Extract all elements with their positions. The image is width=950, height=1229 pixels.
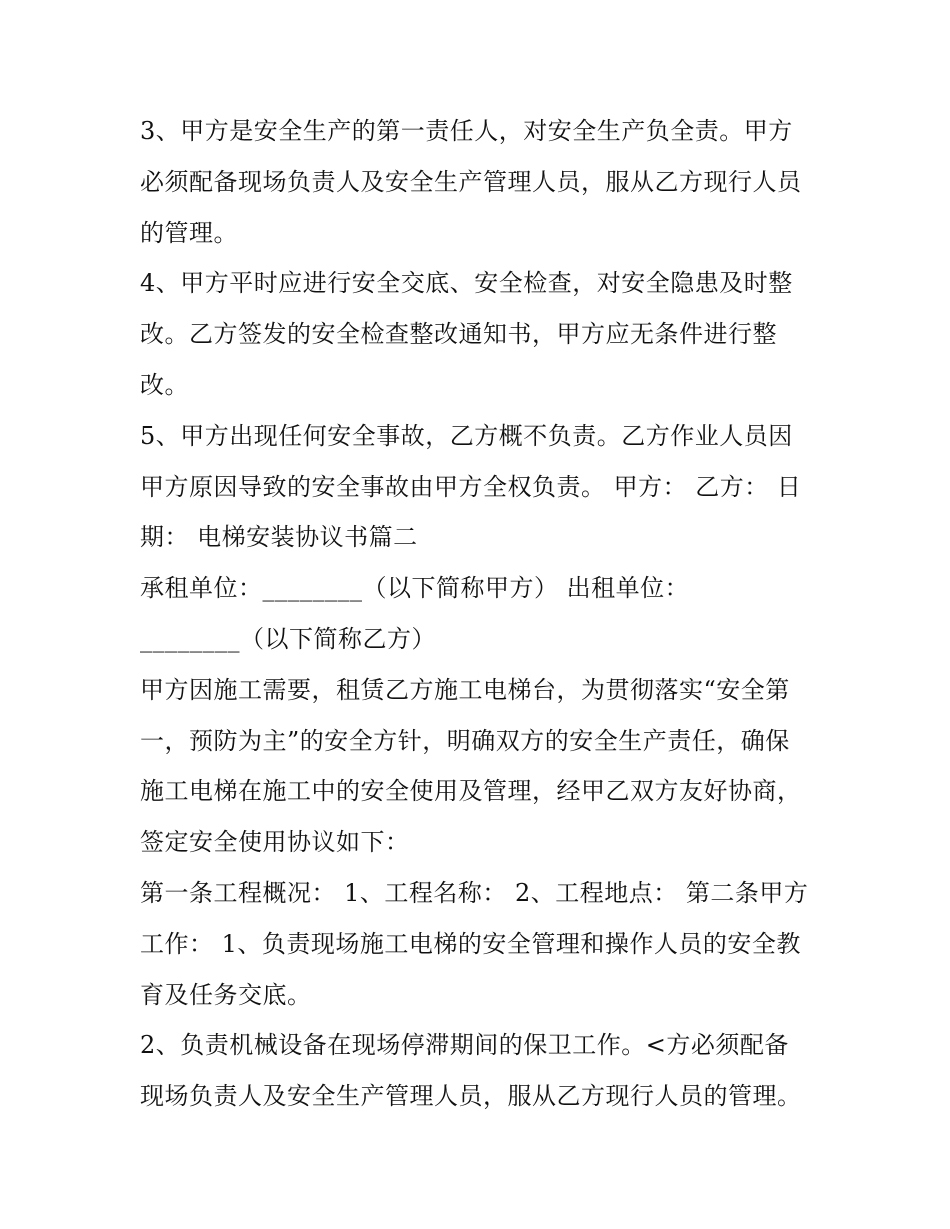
text-line: 必须配备现场负责人及安全生产管理人员，服从乙方现行人员 — [140, 167, 802, 196]
text-line: 改。乙方签发的安全检查整改通知书，甲方应无条件进行整 — [140, 320, 777, 349]
text-line: 4、甲方平时应进行安全交底、安全检查，对安全隐患及时整 — [140, 269, 793, 298]
text-line: 5、甲方出现任何安全事故，乙方概不负责。乙方作业人员因 — [140, 421, 793, 450]
text-line: 施工电梯在施工中的安全使用及管理，经甲乙双方友好协商， — [140, 777, 802, 806]
text-line: 2、负责机械设备在现场停滞期间的保卫工作。<方必须配备 — [140, 1031, 789, 1060]
text-line: 甲方因施工需要，租赁乙方施工电梯台，为贯彻落实“安全第 — [140, 675, 790, 704]
text-line: 承租单位：________（以下简称甲方） 出租单位： — [140, 574, 690, 603]
document-body — [140, 106, 830, 1122]
text-line: 期： 电梯安装协议书篇二 — [140, 523, 418, 552]
text-line: 现场负责人及安全生产管理人员，服从乙方现行人员的管理。 — [140, 1082, 802, 1111]
text-line: 改。 — [140, 370, 189, 399]
text-line: 甲方原因导致的安全事故由甲方全权负责。 甲方： 乙方： 日 — [140, 472, 802, 501]
text-line: ________（以下简称乙方） — [140, 624, 436, 653]
text-line: 3、甲方是安全生产的第一责任人，对安全生产负全责。甲方 — [140, 117, 793, 145]
text-line: 育及任务交底。 — [140, 980, 312, 1009]
text-line: 签定安全使用协议如下： — [140, 828, 410, 857]
text-line: 工作： 1、负责现场施工电梯的安全管理和操作人员的安全教 — [140, 929, 801, 958]
text-line: 第一条工程概况： 1、工程名称： 2、工程地点： 第二条甲方 — [140, 878, 809, 907]
text-line: 一，预防为主”的安全方针，明确双方的安全生产责任，确保 — [140, 726, 790, 755]
text-line: 的管理。 — [140, 218, 238, 247]
